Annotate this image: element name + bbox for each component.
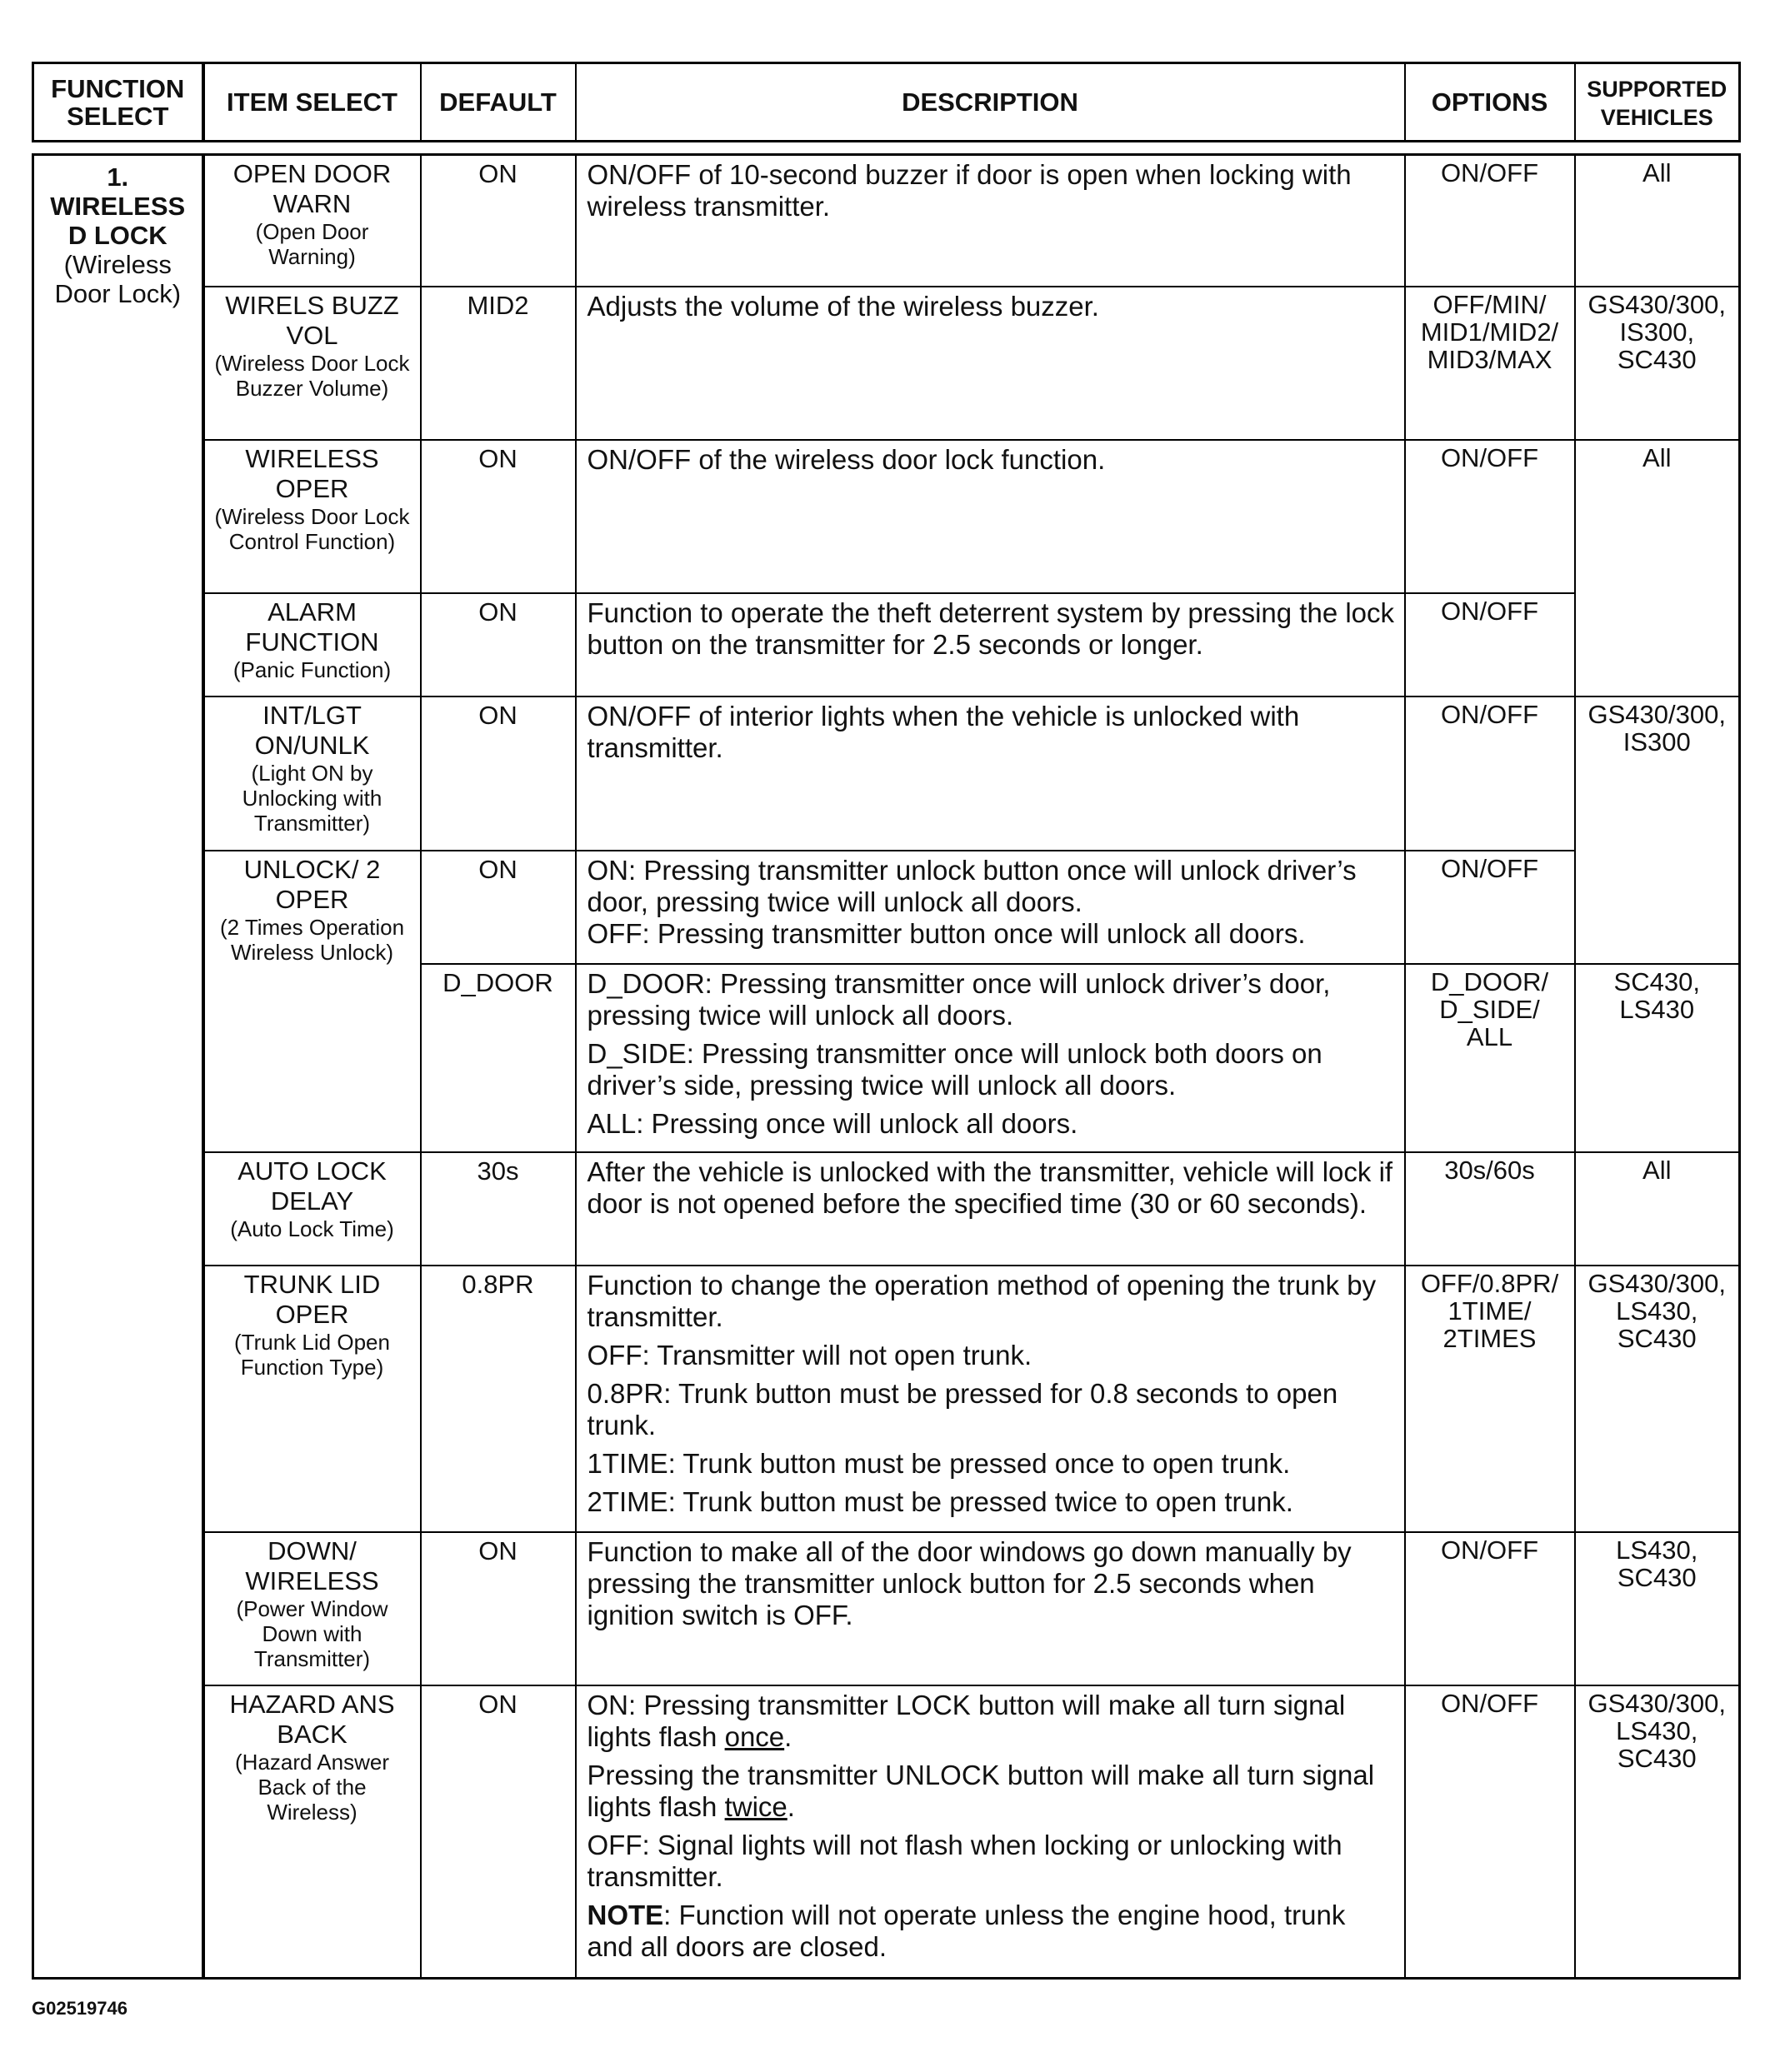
item-label: UNLOCK/ 2 OPER bbox=[243, 854, 381, 914]
item-sublabel: (Trunk Lid Open Function Type) bbox=[234, 1329, 390, 1380]
item-sublabel: (Open Door Warning) bbox=[255, 219, 369, 269]
underlined-word: twice bbox=[724, 1790, 788, 1822]
vehicles-cell: GS430/300, IS300, SC430 bbox=[1575, 287, 1740, 440]
vehicles-cell: All bbox=[1575, 155, 1740, 287]
function-cell bbox=[33, 155, 203, 1979]
options-cell: ON/OFF bbox=[1405, 1685, 1575, 1979]
description-cell bbox=[576, 1532, 1405, 1685]
options-cell: OFF/MIN/ MID1/MID2/ MID3/MAX bbox=[1405, 287, 1575, 440]
description-text: ON/OFF of interior lights when the vehicle is unlocked with transmitter. bbox=[587, 700, 1300, 763]
header-supported-vehicles bbox=[1575, 63, 1740, 142]
default-cell: ON bbox=[421, 440, 576, 593]
options-cell: ON/OFF bbox=[1405, 1532, 1575, 1685]
description-text bbox=[588, 1760, 1396, 1823]
description-text: ON: Pressing transmitter unlock button once will unlock driver’s door, pressing twice will unlock all doors. bbox=[587, 854, 1357, 917]
default-cell: ON bbox=[421, 593, 576, 696]
vehicles-cell: GS430/300, LS430, SC430 bbox=[1575, 1685, 1740, 1979]
item-cell bbox=[203, 1266, 421, 1532]
default-cell: ON bbox=[421, 1685, 576, 1979]
figure-id: G02519746 bbox=[32, 1998, 128, 2019]
description-text: D_SIDE: Pressing transmitter once will unlock both doors on driver’s side, pressing twice will unlock all doors. bbox=[587, 1037, 1322, 1101]
table-row bbox=[33, 851, 1740, 964]
item-sublabel: (Wireless Door Lock Buzzer Volume) bbox=[214, 350, 410, 401]
default-cell: ON bbox=[421, 155, 576, 287]
table-row bbox=[33, 155, 1740, 287]
description-cell bbox=[576, 440, 1405, 593]
vehicles-cell: All bbox=[1575, 1152, 1740, 1266]
item-sublabel: (Wireless Door Lock Control Function) bbox=[214, 503, 410, 554]
description-span: ON: Pressing transmitter LOCK button will make all turn signal lights flash bbox=[587, 1689, 1346, 1752]
description-text: Adjusts the volume of the wireless buzzer. bbox=[587, 290, 1099, 322]
options-cell: ON/OFF bbox=[1405, 851, 1575, 964]
description-span: . bbox=[787, 1790, 795, 1822]
description-text: OFF: Pressing transmitter button once will unlock all doors. bbox=[587, 917, 1306, 949]
item-cell bbox=[203, 1532, 421, 1685]
vehicles-cell: LS430, SC430 bbox=[1575, 1532, 1740, 1685]
item-cell bbox=[203, 1685, 421, 1979]
description-text: OFF: Signal lights will not flash when locking or unlocking with transmitter. bbox=[587, 1829, 1342, 1892]
options-cell: 30s/60s bbox=[1405, 1152, 1575, 1266]
default-cell: ON bbox=[421, 1532, 576, 1685]
note-label: NOTE bbox=[587, 1899, 664, 1930]
description-cell bbox=[576, 964, 1405, 1152]
default-cell: 30s bbox=[421, 1152, 576, 1266]
vehicles-cell: All bbox=[1575, 440, 1740, 696]
item-cell bbox=[203, 593, 421, 696]
table-row bbox=[33, 1532, 1740, 1685]
description-text: 1TIME: Trunk button must be pressed once to open trunk. bbox=[587, 1447, 1291, 1479]
default-cell: MID2 bbox=[421, 287, 576, 440]
description-cell bbox=[576, 155, 1405, 287]
table-row bbox=[33, 1266, 1740, 1532]
default-cell: ON bbox=[421, 851, 576, 964]
settings-table bbox=[32, 153, 1741, 1980]
vehicles-cell: SC430, LS430 bbox=[1575, 964, 1740, 1152]
table-row bbox=[33, 593, 1740, 696]
function-sub-line2: Door Lock) bbox=[54, 279, 182, 308]
description-text: 2TIME: Trunk button must be pressed twice to open trunk. bbox=[587, 1485, 1293, 1517]
description-cell bbox=[576, 1266, 1405, 1532]
header-supported-vehicles-label: SUPPORTED VEHICLES bbox=[1587, 76, 1728, 130]
header-description: DESCRIPTION bbox=[576, 63, 1405, 142]
description-text: D_DOOR: Pressing transmitter once will unlock driver’s door, pressing twice will unlock all doors. bbox=[587, 967, 1331, 1031]
options-cell: OFF/0.8PR/ 1TIME/ 2TIMES bbox=[1405, 1266, 1575, 1532]
item-label: HAZARD ANS BACK bbox=[229, 1689, 395, 1749]
item-sublabel: (Light ON by Unlocking with Transmitter) bbox=[242, 760, 382, 836]
description-text: 0.8PR: Trunk button must be pressed for 0.8 seconds to open trunk. bbox=[587, 1377, 1338, 1440]
header-function-select: FUNCTION SELECT bbox=[33, 63, 203, 142]
description-text bbox=[588, 1690, 1396, 1753]
function-number: 1. bbox=[107, 162, 129, 192]
item-label: ALARM FUNCTION bbox=[245, 597, 379, 657]
item-cell bbox=[203, 851, 421, 1152]
description-cell bbox=[576, 696, 1405, 851]
description-text bbox=[588, 1900, 1396, 1963]
item-cell bbox=[203, 696, 421, 851]
table-row bbox=[33, 696, 1740, 851]
description-cell bbox=[576, 593, 1405, 696]
description-cell bbox=[576, 1685, 1405, 1979]
description-cell bbox=[576, 287, 1405, 440]
item-cell bbox=[203, 287, 421, 440]
item-sublabel: (Panic Function) bbox=[232, 657, 392, 682]
item-sublabel: (Power Window Down with Transmitter) bbox=[236, 1595, 388, 1671]
item-label: TRUNK LID OPER bbox=[243, 1269, 381, 1329]
description-cell bbox=[576, 1152, 1405, 1266]
function-sub-line1: (Wireless bbox=[63, 250, 172, 279]
item-label: OPEN DOOR WARN bbox=[232, 159, 392, 218]
item-cell bbox=[203, 440, 421, 593]
table-row bbox=[33, 440, 1740, 593]
description-cell bbox=[576, 851, 1405, 964]
description-text: Function to change the operation method of opening the trunk by transmitter. bbox=[587, 1269, 1377, 1332]
item-cell bbox=[203, 155, 421, 287]
description-text: ALL: Pressing once will unlock all doors. bbox=[587, 1107, 1078, 1139]
options-cell: ON/OFF bbox=[1405, 593, 1575, 696]
description-text: ON/OFF of the wireless door lock function. bbox=[587, 443, 1106, 475]
description-text: Function to make all of the door windows go down manually by pressing the transmitter unlock button for 2.5 seconds when ignition switch is OFF. bbox=[587, 1535, 1352, 1630]
underlined-word: once bbox=[724, 1720, 785, 1752]
default-cell: D_DOOR bbox=[421, 964, 576, 1152]
item-label: AUTO LOCK DELAY bbox=[238, 1156, 387, 1216]
header-default: DEFAULT bbox=[421, 63, 576, 142]
vehicles-cell: GS430/300, IS300 bbox=[1575, 696, 1740, 964]
item-label: INT/LGT ON/UNLK bbox=[254, 700, 370, 760]
vehicles-cell: GS430/300, LS430, SC430 bbox=[1575, 1266, 1740, 1532]
options-cell: D_DOOR/ D_SIDE/ ALL bbox=[1405, 964, 1575, 1152]
default-cell: 0.8PR bbox=[421, 1266, 576, 1532]
item-label: WIRELS BUZZ VOL bbox=[225, 290, 399, 350]
description-span: Pressing the transmitter UNLOCK button will make all turn signal lights flash bbox=[587, 1759, 1375, 1822]
item-sublabel: (2 Times Operation Wireless Unlock) bbox=[219, 914, 405, 965]
table-row bbox=[33, 287, 1740, 440]
item-label: WIRELESS OPER bbox=[245, 443, 379, 503]
function-name-line1: WIRELESS bbox=[50, 192, 186, 221]
function-name-line2: D LOCK bbox=[68, 221, 168, 250]
options-cell: ON/OFF bbox=[1405, 696, 1575, 851]
description-span: : Function will not operate unless the engine hood, trunk and all doors are closed. bbox=[587, 1899, 1346, 1962]
options-cell: ON/OFF bbox=[1405, 155, 1575, 287]
description-span: . bbox=[784, 1720, 792, 1752]
description-text: Function to operate the theft deterrent system by pressing the lock button on the transmitter for 2.5 seconds or longer. bbox=[587, 597, 1395, 660]
item-cell bbox=[203, 1152, 421, 1266]
header-table bbox=[32, 62, 1741, 142]
description-text: After the vehicle is unlocked with the transmitter, vehicle will lock if door is not opened before the specified time (30 or 60 seconds). bbox=[587, 1156, 1393, 1219]
header-item-select: ITEM SELECT bbox=[203, 63, 421, 142]
header-options: OPTIONS bbox=[1405, 63, 1575, 142]
item-sublabel: (Auto Lock Time) bbox=[230, 1216, 394, 1241]
default-cell: ON bbox=[421, 696, 576, 851]
item-sublabel: (Hazard Answer Back of the Wireless) bbox=[235, 1749, 389, 1825]
description-text: OFF: Transmitter will not open trunk. bbox=[587, 1339, 1032, 1371]
item-label: DOWN/ WIRELESS bbox=[245, 1535, 379, 1595]
table-row bbox=[33, 1685, 1740, 1979]
options-cell: ON/OFF bbox=[1405, 440, 1575, 593]
table-row bbox=[33, 1152, 1740, 1266]
description-text: ON/OFF of 10-second buzzer if door is open when locking with wireless transmitter. bbox=[587, 159, 1352, 222]
